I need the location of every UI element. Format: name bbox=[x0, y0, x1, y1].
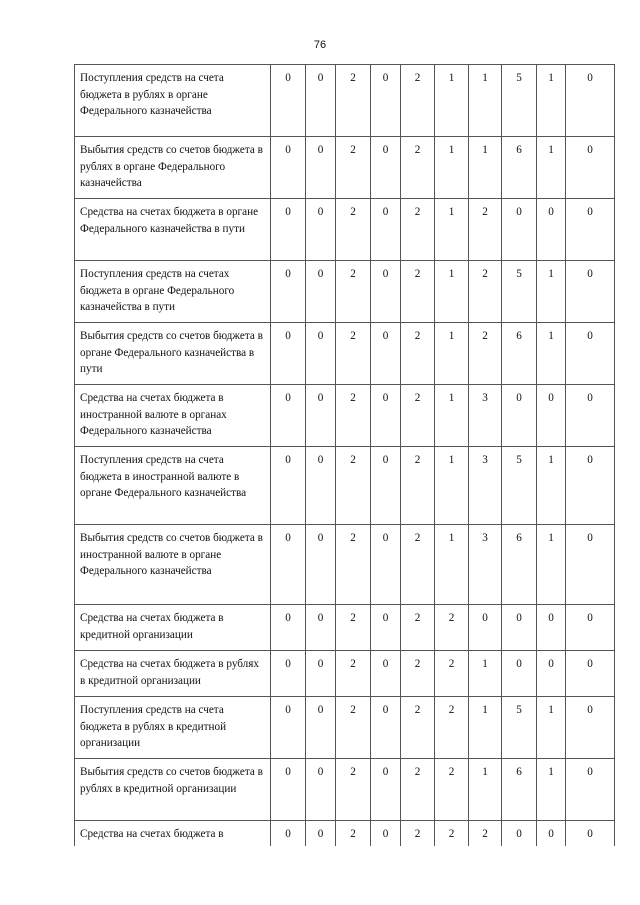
account-code-digit-cell: 0 bbox=[271, 525, 306, 605]
account-code-digit-cell: 0 bbox=[271, 137, 306, 199]
account-code-digit-cell: 2 bbox=[336, 323, 371, 385]
account-code-digit-cell: 0 bbox=[371, 261, 401, 323]
account-code-digit-cell: 0 bbox=[502, 605, 537, 651]
accounts-table-body bbox=[75, 65, 615, 846]
account-code-digit-cell: 1 bbox=[469, 137, 502, 199]
account-code-digit-cell: 0 bbox=[537, 605, 566, 651]
account-code-digit-cell: 2 bbox=[401, 605, 435, 651]
account-code-digit-cell: 0 bbox=[306, 199, 336, 261]
table-row bbox=[75, 199, 615, 261]
account-code-digit-cell: 0 bbox=[566, 261, 615, 323]
account-name-cell: Поступления средств на счета бюджета в иностранной валюте в органе Федерального казначейства bbox=[75, 447, 271, 525]
account-code-digit-cell: 2 bbox=[336, 261, 371, 323]
account-code-digit-cell: 0 bbox=[566, 447, 615, 525]
account-code-digit-cell: 0 bbox=[502, 199, 537, 261]
account-code-digit-cell: 1 bbox=[435, 199, 469, 261]
account-code-digit-cell: 2 bbox=[435, 697, 469, 759]
account-code-digit-cell: 2 bbox=[401, 137, 435, 199]
account-code-digit-cell: 0 bbox=[271, 199, 306, 261]
account-code-digit-cell: 0 bbox=[271, 759, 306, 821]
account-code-digit-cell: 2 bbox=[336, 447, 371, 525]
account-name-cell: Выбытия средств со счетов бюджета в рублях в кредитной организации bbox=[75, 759, 271, 821]
account-code-digit-cell: 2 bbox=[401, 385, 435, 447]
table-row bbox=[75, 65, 615, 137]
account-code-digit-cell: 6 bbox=[502, 759, 537, 821]
page-number: 76 bbox=[313, 39, 327, 51]
account-code-digit-cell: 2 bbox=[336, 525, 371, 605]
account-name-cell: Выбытия средств со счетов бюджета в органе Федерального казначейства в пути bbox=[75, 323, 271, 385]
account-code-digit-cell: 0 bbox=[371, 651, 401, 697]
account-name-cell: Средства на счетах бюджета в bbox=[75, 821, 271, 846]
account-code-digit-cell: 2 bbox=[336, 65, 371, 137]
account-code-digit-cell: 1 bbox=[537, 525, 566, 605]
account-code-digit-cell: 0 bbox=[566, 759, 615, 821]
table-row bbox=[75, 323, 615, 385]
account-code-digit-cell: 5 bbox=[502, 697, 537, 759]
account-code-digit-cell: 2 bbox=[336, 199, 371, 261]
account-code-digit-cell: 2 bbox=[435, 605, 469, 651]
account-code-digit-cell: 0 bbox=[371, 385, 401, 447]
account-code-digit-cell: 0 bbox=[502, 385, 537, 447]
account-code-digit-cell: 0 bbox=[537, 199, 566, 261]
account-code-digit-cell: 6 bbox=[502, 323, 537, 385]
account-code-digit-cell: 0 bbox=[469, 605, 502, 651]
account-code-digit-cell: 2 bbox=[401, 759, 435, 821]
account-name-cell: Выбытия средств со счетов бюджета в иностранной валюте в органе Федерального казначейства bbox=[75, 525, 271, 605]
account-code-digit-cell: 0 bbox=[306, 137, 336, 199]
table-row bbox=[75, 821, 615, 846]
table-row bbox=[75, 137, 615, 199]
account-code-digit-cell: 2 bbox=[336, 385, 371, 447]
table-row bbox=[75, 261, 615, 323]
table-row bbox=[75, 759, 615, 821]
account-code-digit-cell: 0 bbox=[566, 65, 615, 137]
account-code-digit-cell: 6 bbox=[502, 525, 537, 605]
account-code-digit-cell: 6 bbox=[502, 137, 537, 199]
account-code-digit-cell: 2 bbox=[435, 651, 469, 697]
account-code-digit-cell: 0 bbox=[566, 137, 615, 199]
account-code-digit-cell: 0 bbox=[371, 525, 401, 605]
account-code-digit-cell: 1 bbox=[537, 261, 566, 323]
account-code-digit-cell: 0 bbox=[371, 447, 401, 525]
account-code-digit-cell: 0 bbox=[306, 323, 336, 385]
account-code-digit-cell: 1 bbox=[435, 261, 469, 323]
account-code-digit-cell: 2 bbox=[401, 697, 435, 759]
account-code-digit-cell: 2 bbox=[469, 199, 502, 261]
account-code-digit-cell: 0 bbox=[371, 199, 401, 261]
account-name-cell: Поступления средств на счета бюджета в рублях в органе Федерального казначейства bbox=[75, 65, 271, 137]
account-name-cell: Поступления средств на счетах бюджета в органе Федерального казначейства в пути bbox=[75, 261, 271, 323]
table-row bbox=[75, 697, 615, 759]
account-code-digit-cell: 0 bbox=[271, 261, 306, 323]
account-code-digit-cell: 1 bbox=[435, 323, 469, 385]
account-code-digit-cell: 0 bbox=[566, 821, 615, 846]
account-code-digit-cell: 3 bbox=[469, 447, 502, 525]
account-code-digit-cell: 1 bbox=[469, 697, 502, 759]
account-name-cell: Средства на счетах бюджета в иностранной валюте в органах Федерального казначейства bbox=[75, 385, 271, 447]
account-code-digit-cell: 0 bbox=[371, 323, 401, 385]
account-code-digit-cell: 1 bbox=[537, 323, 566, 385]
account-code-digit-cell: 2 bbox=[401, 447, 435, 525]
account-code-digit-cell: 0 bbox=[306, 261, 336, 323]
account-code-digit-cell: 0 bbox=[537, 651, 566, 697]
account-code-digit-cell: 2 bbox=[401, 65, 435, 137]
account-name-cell: Средства на счетах бюджета в рублях в кредитной организации bbox=[75, 651, 271, 697]
account-code-digit-cell: 0 bbox=[306, 821, 336, 846]
accounts-table bbox=[74, 64, 615, 846]
account-code-digit-cell: 1 bbox=[537, 697, 566, 759]
account-code-digit-cell: 2 bbox=[336, 759, 371, 821]
account-code-digit-cell: 2 bbox=[401, 199, 435, 261]
account-code-digit-cell: 2 bbox=[336, 821, 371, 846]
account-code-digit-cell: 0 bbox=[306, 605, 336, 651]
account-code-digit-cell: 3 bbox=[469, 525, 502, 605]
account-code-digit-cell: 0 bbox=[502, 651, 537, 697]
table-row bbox=[75, 605, 615, 651]
account-code-digit-cell: 0 bbox=[566, 323, 615, 385]
account-code-digit-cell: 0 bbox=[271, 651, 306, 697]
account-code-digit-cell: 2 bbox=[336, 651, 371, 697]
account-code-digit-cell: 1 bbox=[537, 759, 566, 821]
account-code-digit-cell: 1 bbox=[537, 447, 566, 525]
account-code-digit-cell: 0 bbox=[306, 651, 336, 697]
table-row bbox=[75, 385, 615, 447]
account-code-digit-cell: 2 bbox=[336, 697, 371, 759]
account-code-digit-cell: 0 bbox=[271, 65, 306, 137]
account-code-digit-cell: 5 bbox=[502, 65, 537, 137]
account-code-digit-cell: 0 bbox=[371, 137, 401, 199]
table-row bbox=[75, 651, 615, 697]
account-code-digit-cell: 2 bbox=[336, 605, 371, 651]
account-code-digit-cell: 0 bbox=[306, 759, 336, 821]
account-code-digit-cell: 0 bbox=[566, 385, 615, 447]
account-code-digit-cell: 0 bbox=[537, 821, 566, 846]
account-code-digit-cell: 0 bbox=[566, 697, 615, 759]
account-code-digit-cell: 0 bbox=[271, 447, 306, 525]
account-code-digit-cell: 1 bbox=[537, 65, 566, 137]
account-code-digit-cell: 2 bbox=[469, 323, 502, 385]
account-code-digit-cell: 0 bbox=[566, 651, 615, 697]
account-code-digit-cell: 3 bbox=[469, 385, 502, 447]
account-code-digit-cell: 0 bbox=[502, 821, 537, 846]
account-code-digit-cell: 0 bbox=[306, 697, 336, 759]
account-name-cell: Выбытия средств со счетов бюджета в рублях в органе Федерального казначейства bbox=[75, 137, 271, 199]
account-code-digit-cell: 0 bbox=[566, 605, 615, 651]
table-row bbox=[75, 447, 615, 525]
account-code-digit-cell: 2 bbox=[401, 323, 435, 385]
account-code-digit-cell: 1 bbox=[435, 447, 469, 525]
table-row bbox=[75, 525, 615, 605]
account-name-cell: Средства на счетах бюджета в кредитной организации bbox=[75, 605, 271, 651]
account-code-digit-cell: 0 bbox=[537, 385, 566, 447]
account-code-digit-cell: 0 bbox=[306, 525, 336, 605]
account-code-digit-cell: 0 bbox=[566, 199, 615, 261]
account-code-digit-cell: 0 bbox=[271, 697, 306, 759]
account-code-digit-cell: 1 bbox=[469, 759, 502, 821]
account-code-digit-cell: 1 bbox=[435, 65, 469, 137]
account-name-cell: Средства на счетах бюджета в органе Федерального казначейства в пути bbox=[75, 199, 271, 261]
account-code-digit-cell: 2 bbox=[401, 261, 435, 323]
account-code-digit-cell: 0 bbox=[371, 65, 401, 137]
account-code-digit-cell: 0 bbox=[566, 525, 615, 605]
account-code-digit-cell: 1 bbox=[435, 137, 469, 199]
account-code-digit-cell: 0 bbox=[306, 447, 336, 525]
account-code-digit-cell: 0 bbox=[271, 821, 306, 846]
account-code-digit-cell: 0 bbox=[306, 65, 336, 137]
account-code-digit-cell: 1 bbox=[469, 651, 502, 697]
account-code-digit-cell: 0 bbox=[271, 385, 306, 447]
account-name-cell: Поступления средств на счета бюджета в рублях в кредитной организации bbox=[75, 697, 271, 759]
account-code-digit-cell: 0 bbox=[371, 605, 401, 651]
account-code-digit-cell: 2 bbox=[336, 137, 371, 199]
account-code-digit-cell: 1 bbox=[435, 385, 469, 447]
account-code-digit-cell: 0 bbox=[371, 821, 401, 846]
account-code-digit-cell: 1 bbox=[537, 137, 566, 199]
account-code-digit-cell: 2 bbox=[435, 821, 469, 846]
account-code-digit-cell: 2 bbox=[401, 651, 435, 697]
account-code-digit-cell: 0 bbox=[271, 605, 306, 651]
account-code-digit-cell: 5 bbox=[502, 261, 537, 323]
account-code-digit-cell: 1 bbox=[435, 525, 469, 605]
account-code-digit-cell: 0 bbox=[306, 385, 336, 447]
account-code-digit-cell: 2 bbox=[435, 759, 469, 821]
account-code-digit-cell: 2 bbox=[469, 821, 502, 846]
account-code-digit-cell: 0 bbox=[371, 697, 401, 759]
account-code-digit-cell: 0 bbox=[271, 323, 306, 385]
account-code-digit-cell: 2 bbox=[401, 821, 435, 846]
account-code-digit-cell: 5 bbox=[502, 447, 537, 525]
account-code-digit-cell: 0 bbox=[371, 759, 401, 821]
account-code-digit-cell: 2 bbox=[401, 525, 435, 605]
account-code-digit-cell: 2 bbox=[469, 261, 502, 323]
account-code-digit-cell: 1 bbox=[469, 65, 502, 137]
